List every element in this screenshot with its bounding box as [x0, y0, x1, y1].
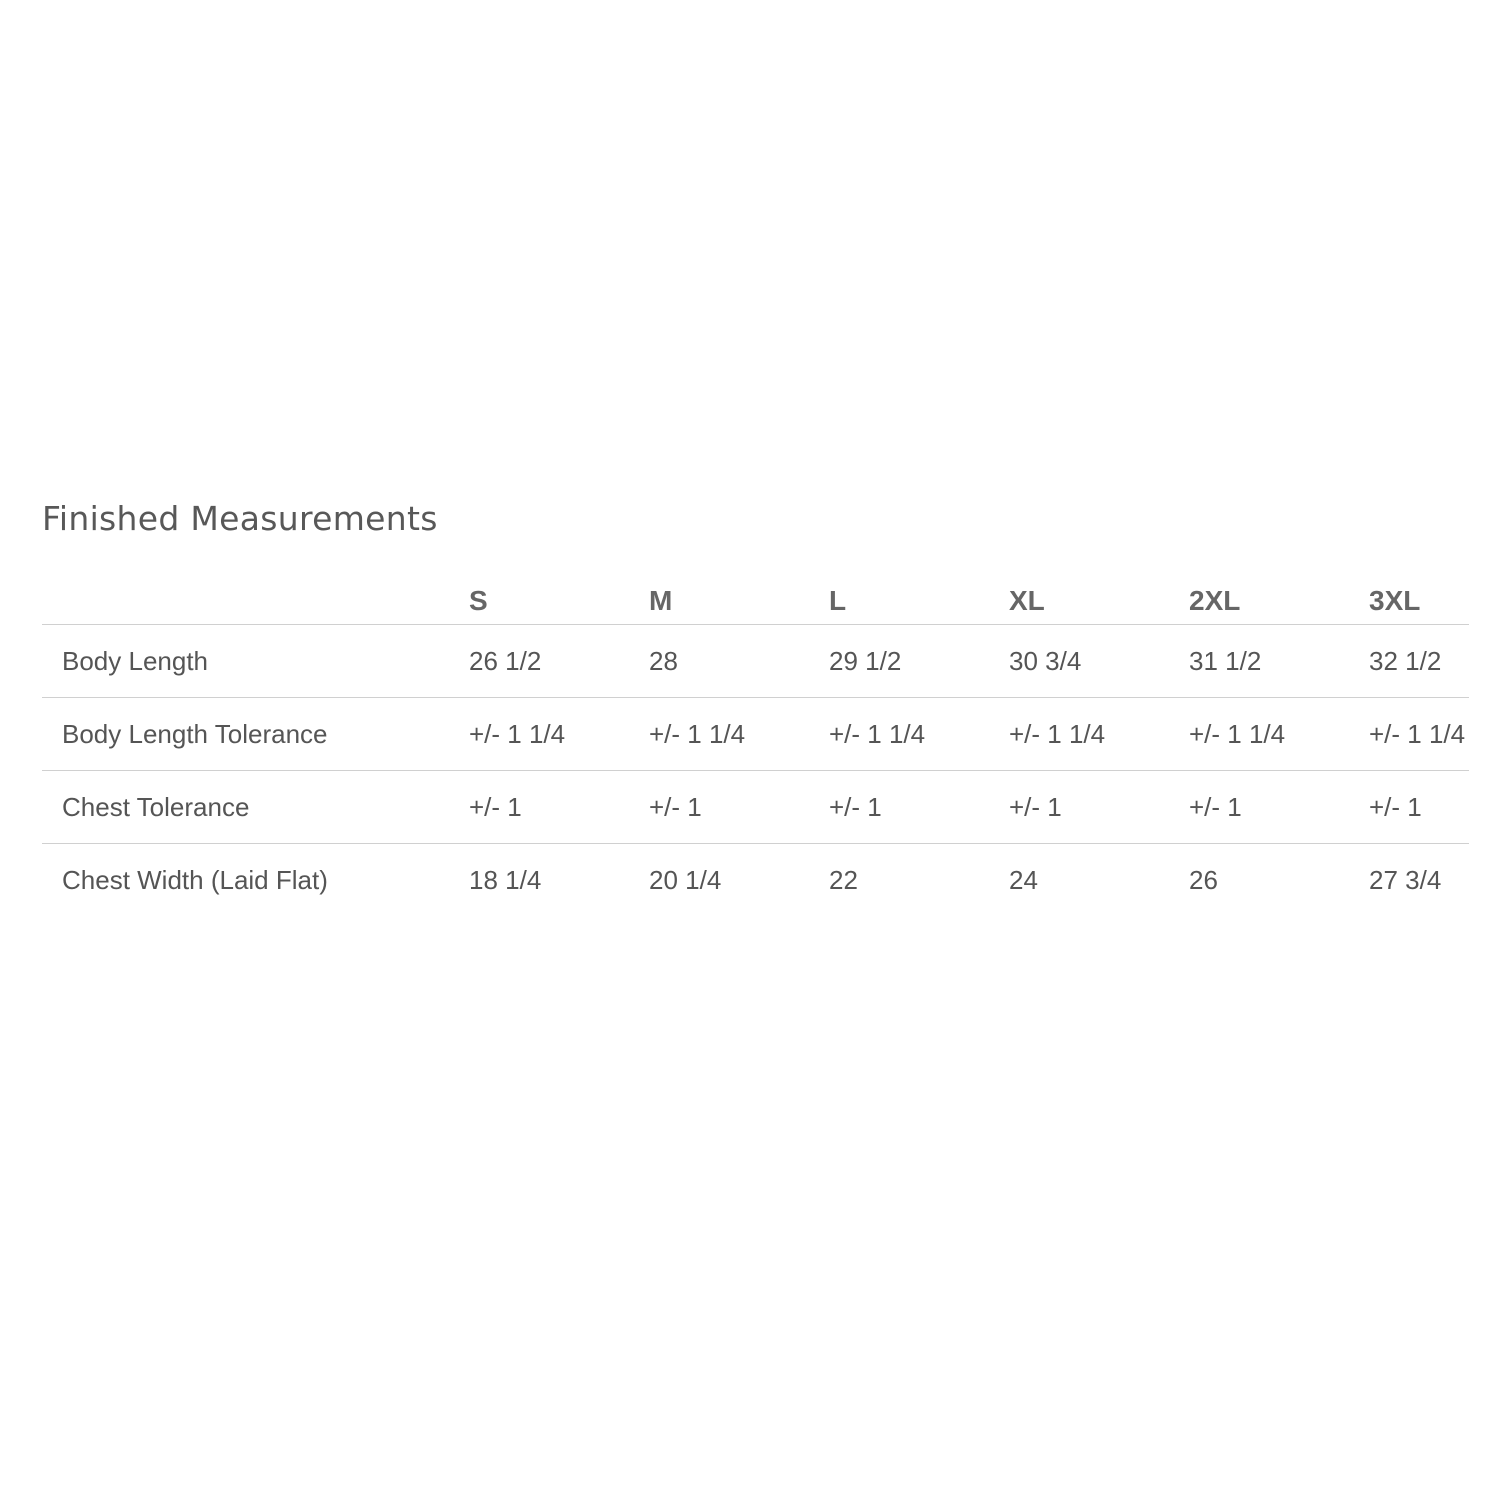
table-row: [42, 698, 1469, 771]
table-cell: +/- 1: [649, 771, 829, 844]
header-label-cell: [42, 578, 469, 625]
header-size-xl: XL: [1009, 578, 1189, 625]
row-label: Chest Tolerance: [42, 771, 469, 844]
header-size-l: L: [829, 578, 1009, 625]
table-cell: 30 3/4: [1009, 625, 1189, 698]
table-cell: 22: [829, 864, 858, 895]
table-cell: +/- 1: [829, 771, 1009, 844]
table-cell: +/- 1: [469, 771, 649, 844]
header-size-2xl: 2XL: [1189, 578, 1369, 625]
table-row: [42, 844, 1469, 917]
table-cell: 28: [649, 625, 829, 698]
table-cell: 27 3/4: [1369, 864, 1442, 895]
section-title: Finished Measurements: [42, 499, 438, 538]
table-cell: 26 1/2: [469, 625, 649, 698]
table-cell: +/- 1 1/4: [1369, 698, 1469, 771]
table-cell: +/- 1 1/4: [1009, 698, 1189, 771]
table-cell: 32 1/2: [1369, 625, 1469, 698]
header-size-3xl: 3XL: [1369, 578, 1469, 625]
row-label: Chest Width (Laid Flat): [62, 864, 328, 895]
table-cell: +/- 1 1/4: [829, 698, 1009, 771]
table-cell: +/- 1: [1189, 771, 1369, 844]
table-cell: 20 1/4: [649, 864, 722, 895]
header-size-s: S: [469, 578, 649, 625]
table-cell: 24: [1009, 864, 1038, 895]
table-cell: +/- 1: [1369, 771, 1469, 844]
table-cell: 29 1/2: [829, 625, 1009, 698]
table-cell: +/- 1: [1009, 771, 1189, 844]
header-size-m: M: [649, 578, 829, 625]
row-label: Body Length: [42, 625, 469, 698]
table-cell: 31 1/2: [1189, 625, 1369, 698]
table-row: [42, 625, 1469, 698]
table-cell: +/- 1 1/4: [1189, 698, 1369, 771]
table-cell: +/- 1 1/4: [469, 698, 649, 771]
table-cell: 18 1/4: [469, 864, 542, 895]
table-row: [42, 771, 1469, 844]
size-chart-table: [42, 578, 1469, 916]
row-label: Body Length Tolerance: [42, 698, 469, 771]
table-header-row: [42, 578, 1469, 625]
measurements-section: [42, 496, 1469, 895]
table-cell: +/- 1 1/4: [649, 698, 829, 771]
table-cell: 26: [1189, 864, 1218, 895]
